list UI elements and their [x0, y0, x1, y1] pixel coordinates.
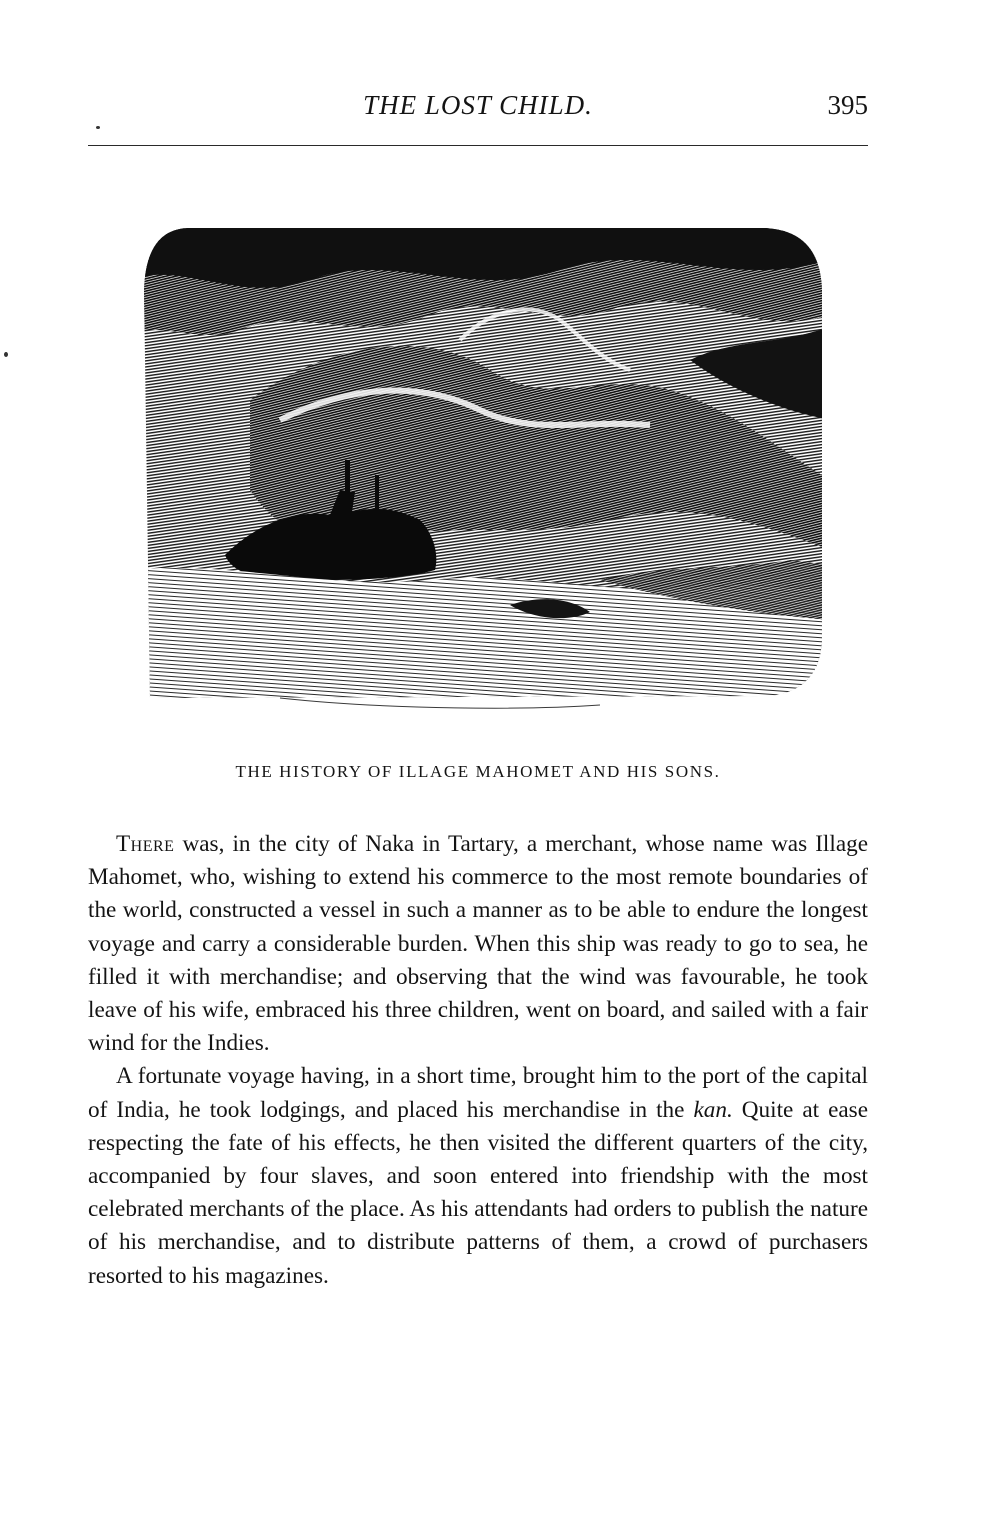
paragraph-2 [88, 1060, 868, 1292]
figure-caption: THE HISTORY OF ILLAGE MAHOMET AND HIS SONS. [235, 762, 721, 781]
engraving-image [130, 220, 830, 715]
speck-margin [4, 352, 8, 357]
shipwreck-engraving [130, 220, 830, 715]
paragraph-1 [88, 828, 868, 1060]
page-number: 395 [827, 90, 868, 120]
speck-left [96, 126, 100, 129]
running-head [88, 90, 868, 132]
running-title: THE LOST CHILD. [363, 90, 593, 120]
paragraph-2-italic: kan. [693, 1096, 733, 1123]
body-text [88, 828, 868, 1293]
header-rule [88, 145, 868, 146]
paragraph-1-text: was, in the city of Naka in Tartary, a merchant, whose name was Illage Mahomet, who, wishing to extend his commerce to the most remote boundaries of the world, constructed a vessel in such a manner as to be able to endure the longest voyage and carry a considerable burden. When this ship was ready to go to sea, he filled it with merchandise; and observing that the wind was favourable, he took leave of his wife, embraced his three children, went on board, and sailed with a fair wind for the Indies. [88, 831, 868, 1057]
paragraph-2-text-after: Quite at ease respecting the fate of his effects, he then visited the different quarters of the city, accompanied by four slaves, and soon entered into friendship with the most celebrated merchants of the place. As his attendants had orders to publish the nature of his merchandise, and to distribute patterns of them, a crowd of purchasers resorted to his magazines. [88, 1096, 868, 1289]
paragraph-2-text-before: A fortunate voyage having, in a short time, brought him to the port of the capital of India, he took lodgings, and placed his merchandise in the [88, 1063, 868, 1123]
paragraph-1-lead: There [116, 831, 175, 857]
